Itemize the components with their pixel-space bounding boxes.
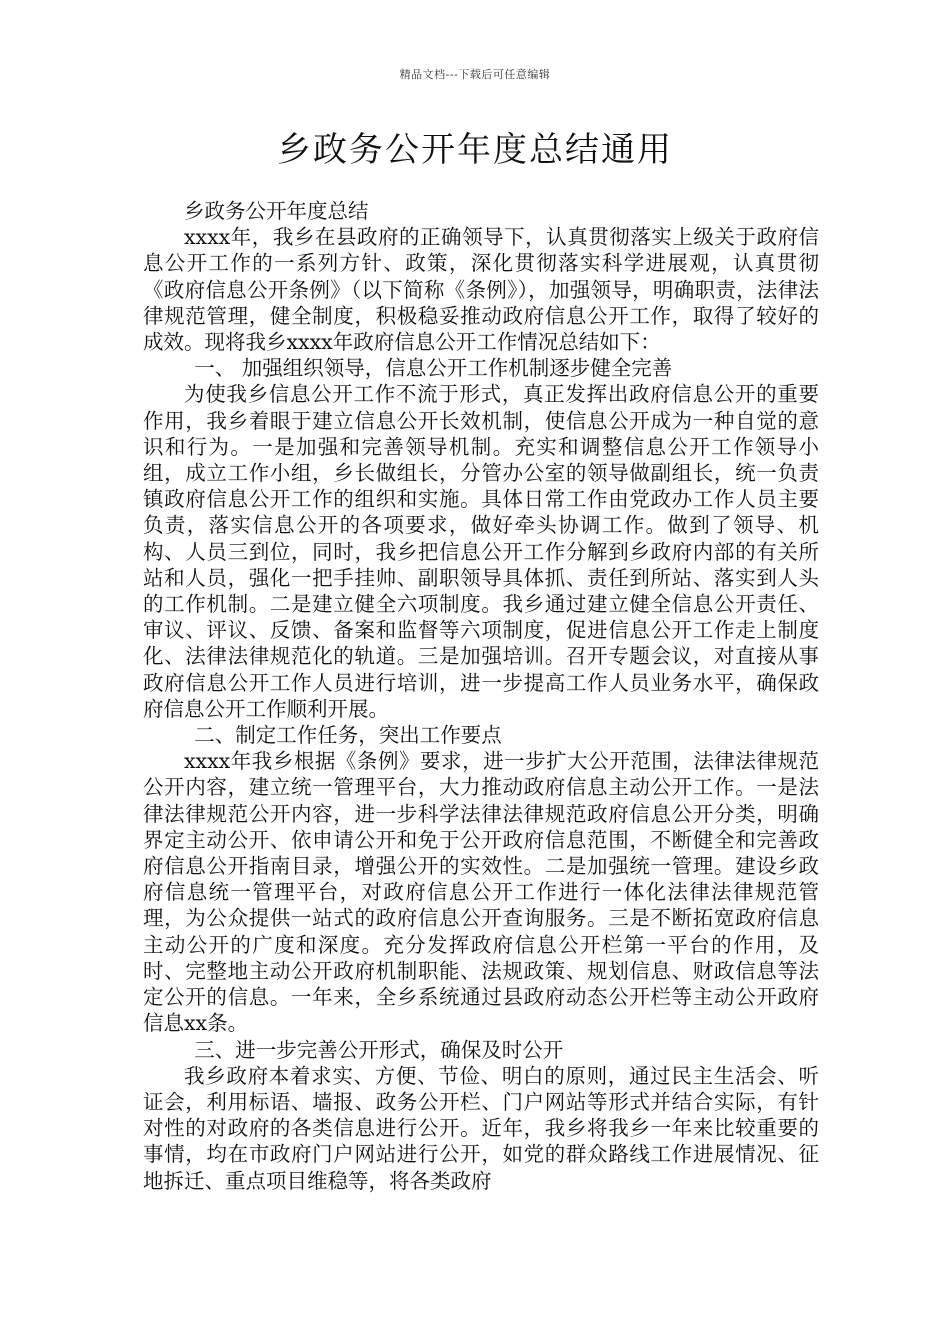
document-body [143,198,819,1194]
paragraph-intro: xxxx年，我乡在县政府的正确领导下，认真贯彻落实上级关于政府信息公开工作的一系列方针、政策，深化贯彻落实科学进展观，认真贯彻《政府信息公开条例》（以下简称《条例》），加强领导，明确职责，法律法律规范管理，健全制度，积极稳妥推动政府信息公开工作，取得了较好的成效。现将我乡xxxx年政府信息公开工作情况总结如下： [143,225,819,355]
section-heading-1: 一、 加强组织领导，信息公开工作机制逐步健全完善 [194,356,673,381]
section-heading-2: 二、制定工作任务，突出工作要点 [194,723,502,748]
page-header: 精品文档---下载后可任意编辑 [399,68,551,81]
paragraph-section-2: xxxx年我乡根据《条例》要求，进一步扩大公开范围，法律法律规范公开内容，建立统一管理平台，大力推动政府信息主动公开工作。一是法律法律规范公开内容，进一步科学法律法律规范政府信息公开分类，明确界定主动公开、依申请公开和免于公开政府信息范围，不断健全和完善政府信息公开指南目录，增强公开的实效性。二是加强统一管理。建设乡政府信息统一管理平台，对政府信息公开工作进行一体化法律法律规范管理，为公众提供一站式的政府信息公开查询服务。三是不断拓宽政府信息主动公开的广度和深度。充分发挥政府信息公开栏第一平台的作用，及时、完整地主动公开政府机制职能、法规政策、规划信息、财政信息等法定公开的信息。一年来，全乡系统通过县政府动态公开栏等主动公开政府信息xx条。 [143,749,819,1036]
document-title: 乡政务公开年度总结通用 [277,130,673,170]
paragraph-section-1: 为使我乡信息公开工作不流于形式，真正发挥出政府信息公开的重要作用，我乡着眼于建立信息公开长效机制，使信息公开成为一种自觉的意识和行为。一是加强和完善领导机制。充实和调整信息公开工作领导小组，成立工作小组，乡长做组长，分管办公室的领导做副组长，统一负责镇政府信息公开工作的组织和实施。具体日常工作由党政办工作人员主要负责，落实信息公开的各项要求，做好牵头协调工作。做到了领导、机构、人员三到位，同时，我乡把信息公开工作分解到乡政府内部的有关所站和人员，强化一把手挂帅、副职领导具体抓、责任到所站、落实到人头的工作机制。二是建立健全六项制度。我乡通过建立健全信息公开责任、审议、评议、反馈、备案和监督等六项制度，促进信息公开工作走上制度化、法律法律规范化的轨道。三是加强培训。召开专题会议，对直接从事政府信息公开工作人员进行培训，进一步提高工作人员业务水平，确保政府信息公开工作顺利开展。 [143,382,819,721]
paragraph-section-3: 我乡政府本着求实、方便、节俭、明白的原则，通过民主生活会、听证会，利用标语、墙报、政务公开栏、门户网站等形式并结合实际，有针对性的对政府的各类信息进行公开。近年，我乡将我乡一年来比较重要的事情，均在市政府门户网站进行公开，如党的群众路线工作进展情况、征地拆迁、重点项目维稳等，将各类政府 [143,1063,819,1193]
paragraph-subtitle: 乡政务公开年度总结 [184,199,369,223]
section-heading-3: 三、进一步完善公开形式，确保及时公开 [194,1037,564,1062]
